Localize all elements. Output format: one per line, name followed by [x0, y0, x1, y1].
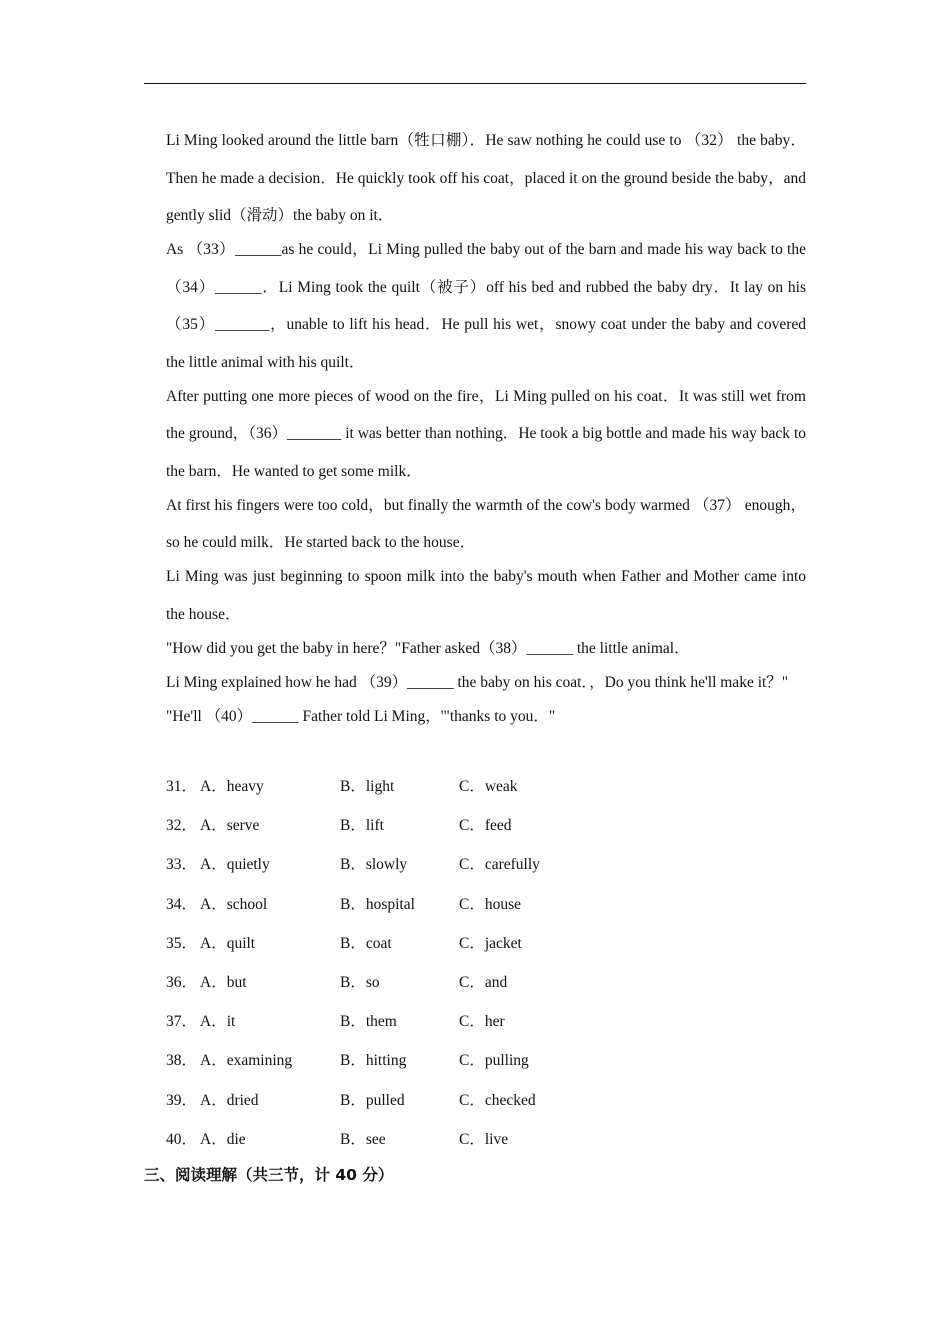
header-rule — [144, 83, 806, 84]
option-c: C．feed — [459, 817, 512, 835]
option-b: B．them — [340, 1013, 397, 1031]
passage-paragraph: After putting one more pieces of wood on the fire，Li Ming pulled on his coat．It was still wet from the ground，（36）_______ it was better than nothing．He took a big bottle and made his way back to the barn．He wanted to get some milk． — [166, 387, 806, 480]
question-row — [166, 845, 806, 884]
option-c: C．weak — [459, 778, 518, 795]
option-a: A．school — [200, 895, 268, 913]
option-a: A．quietly — [200, 856, 270, 874]
option-b: B．hitting — [340, 1052, 407, 1070]
section-heading: 三、阅读理解（共三节，计 40 分） — [144, 1166, 394, 1184]
question-row — [166, 963, 806, 1002]
option-b: B．coat — [340, 934, 392, 952]
option-c: C．and — [459, 973, 508, 991]
option-c: C．jacket — [459, 934, 522, 952]
option-b: B．pulled — [340, 1091, 405, 1109]
option-a: A．dried — [200, 1091, 259, 1109]
option-c: C．house — [459, 895, 522, 913]
question-number: 31． — [166, 778, 198, 795]
question-row — [166, 885, 806, 924]
option-c: C．live — [459, 1130, 509, 1148]
option-b: B．so — [340, 973, 380, 991]
question-number: 38． — [166, 1052, 198, 1070]
passage-paragraph: Li Ming looked around the little barn（牲口棚）．He saw nothing he could use to （32） the baby．Then he made a decision．He quickly took off his coat，placed it on the ground beside the baby，and gently slid（滑动）the baby on it． — [166, 132, 806, 224]
question-number: 37． — [166, 1013, 198, 1031]
option-a: A．it — [200, 1013, 236, 1031]
question-number: 33． — [166, 856, 198, 874]
passage-paragraph: Li Ming was just beginning to spoon milk into the baby's mouth when Father and Mother came into the house． — [166, 568, 806, 623]
question-row — [166, 767, 806, 806]
passage-paragraph: Li Ming explained how he had （39）______ the baby on his coat．，Do you think he'll make it？" — [166, 673, 789, 691]
option-c: C．checked — [459, 1091, 536, 1109]
passage-paragraph: "He'll （40）______ Father told Li Ming，'"thanks to you．" — [166, 707, 556, 725]
option-a: A．quilt — [200, 934, 256, 952]
option-a: A．examining — [200, 1052, 293, 1070]
question-number: 40． — [166, 1130, 198, 1148]
question-row — [166, 1120, 806, 1159]
cloze-passage — [166, 122, 806, 732]
option-a: A．die — [200, 1130, 246, 1148]
option-b: B．hospital — [340, 895, 415, 913]
question-row — [166, 806, 806, 845]
question-row — [166, 924, 806, 963]
question-row — [166, 1002, 806, 1041]
question-number: 35． — [166, 934, 198, 952]
option-c: C．pulling — [459, 1052, 529, 1070]
option-a: A．serve — [200, 817, 260, 835]
option-b: B．lift — [340, 817, 384, 835]
passage-paragraph: As （33）______as he could，Li Ming pulled the baby out of the barn and made his way back to the （34）______．Li Ming took the quilt（被子）off his bed and rubbed the baby dry．It lay on his （35）_______，unable to lift his head．He pull his wet，snowy coat under the baby and covered the little animal with his quilt． — [166, 241, 806, 371]
question-number: 39． — [166, 1091, 198, 1109]
option-a: A．but — [200, 973, 247, 991]
question-number: 34． — [166, 895, 198, 913]
option-b: B．light — [340, 778, 395, 795]
option-c: C．her — [459, 1013, 505, 1031]
option-a: A．heavy — [200, 778, 264, 795]
passage-paragraph: "How did you get the baby in here？"Father asked（38）______ the little animal． — [166, 639, 690, 657]
question-row — [166, 1081, 806, 1120]
option-b: B．slowly — [340, 856, 408, 874]
question-number: 36． — [166, 973, 198, 991]
passage-paragraph: At first his fingers were too cold，but finally the warmth of the cow's body warmed （37） enough，so he could milk．He started back to the house． — [166, 496, 806, 551]
question-row — [166, 1041, 806, 1080]
option-b: B．see — [340, 1130, 386, 1148]
question-number: 32． — [166, 817, 198, 835]
answer-options — [166, 767, 806, 1159]
option-c: C．carefully — [459, 856, 540, 874]
